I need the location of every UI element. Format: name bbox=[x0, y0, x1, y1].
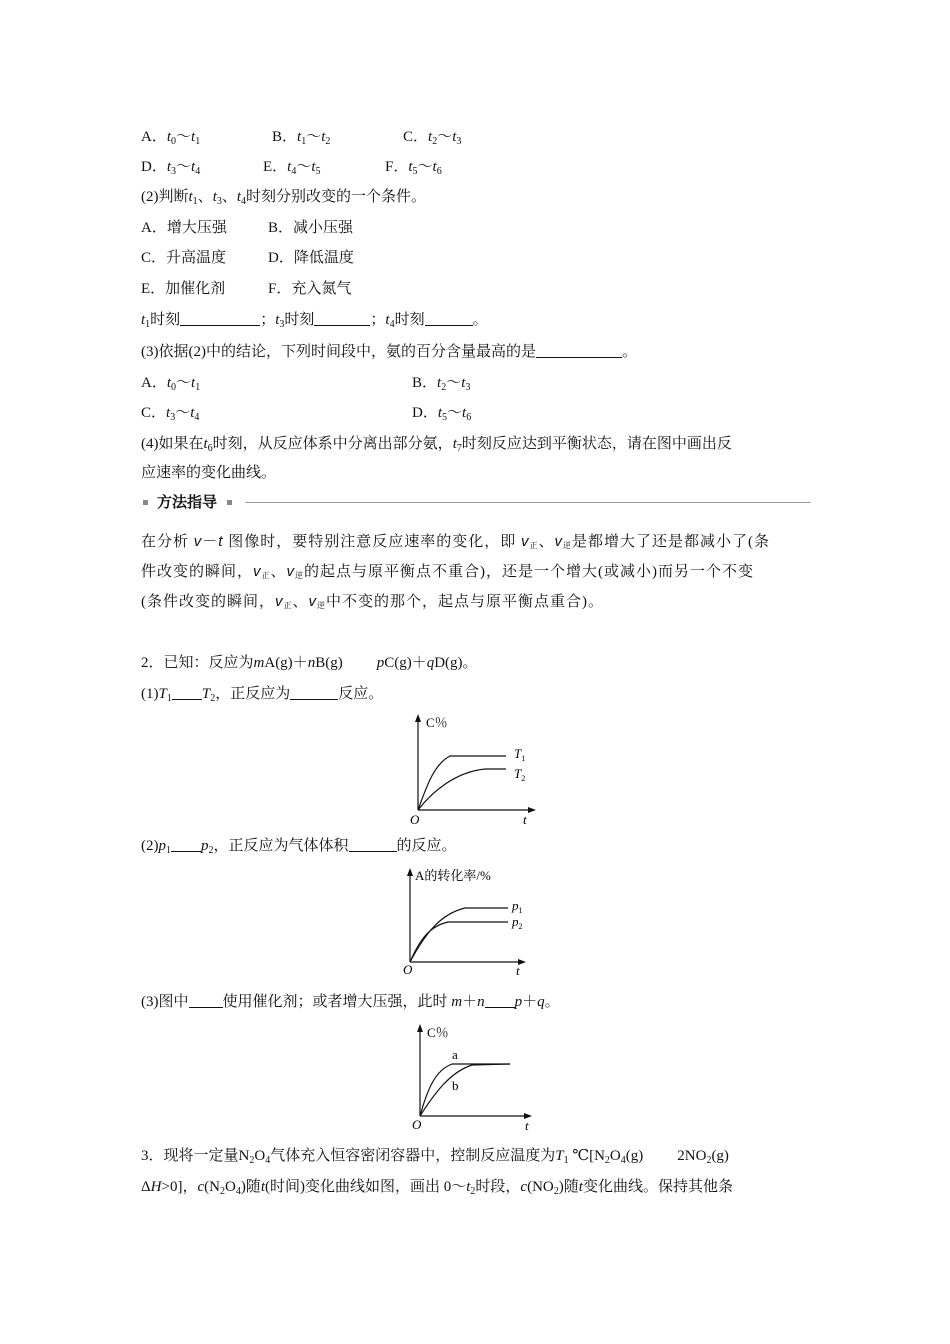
part2-question: (2)判断$t_1$、$t_3$、$t_4$时刻分别改变的一个条件。 bbox=[141, 189, 427, 207]
option-f-t5-t6: F．$t_5\sim t_6$ bbox=[385, 159, 442, 177]
q2-stem: 2．已知：反应为mA(g)＋nB(g) pC(g)＋qD(g)。 bbox=[141, 655, 478, 671]
q2-part1-blank-compare[interactable] bbox=[172, 684, 202, 700]
q2-part3-blank-compare[interactable] bbox=[485, 992, 515, 1008]
part3-question: (3)依据(2)中的结论，下列时间段中，氨的百分含量最高的是 。 bbox=[141, 344, 637, 360]
q2-part2-blank-compare[interactable] bbox=[171, 836, 201, 852]
part2-option-f: F．充入氮气 bbox=[268, 281, 352, 297]
t3-answer-blank[interactable] bbox=[314, 310, 370, 326]
curve-t2-label: $T_2$ bbox=[514, 766, 526, 783]
y-axis-label: C％ bbox=[427, 1025, 449, 1040]
y-axis-arrow-icon bbox=[407, 868, 413, 876]
option-d-t3-t4: D．$t_3\sim t_4$ bbox=[141, 159, 201, 177]
curve-b-label: b bbox=[452, 1078, 459, 1093]
curve-p1 bbox=[410, 908, 508, 962]
graph-c-percent-vs-t-temperature bbox=[410, 712, 540, 828]
option-e-t4-t5: E．$t_4\sim t_5$ bbox=[263, 159, 321, 177]
part4-line1: (4)如果在$t_6$时刻，从反应体系中分离出部分氨，$t_7$时刻反应达到平衡状态，请在图中画出反 bbox=[141, 436, 732, 454]
part2-fill-line: $t_1$时刻 ；$t_3$时刻 ；$t_4$时刻 。 bbox=[141, 312, 488, 330]
t4-answer-blank[interactable] bbox=[425, 310, 473, 326]
method-line-3: (条件改变的瞬间，v正、v逆中不变的那个，起点与原平衡点重合)。 bbox=[141, 593, 605, 610]
method-guidance-header bbox=[141, 492, 811, 514]
q2-part3-blank-catalyst[interactable] bbox=[189, 992, 223, 1008]
curve-t1 bbox=[418, 756, 506, 810]
part3-answer-blank[interactable] bbox=[536, 342, 622, 358]
q2-part1: $(1)T_1$ $T_2$，正反应为 反应。 bbox=[141, 686, 384, 704]
x-axis-label: t bbox=[523, 812, 527, 827]
q2-part2-blank-volume[interactable] bbox=[349, 836, 397, 852]
curve-a bbox=[420, 1064, 510, 1116]
x-axis-label: t bbox=[516, 963, 520, 978]
graph-c-percent-vs-t-catalyst bbox=[410, 1022, 540, 1134]
part2-option-c: C．升高温度 bbox=[141, 250, 227, 266]
curve-p2-label: $p_2$ bbox=[512, 914, 523, 931]
part3-option-b: B．$t_2\sim t_3$ bbox=[412, 375, 471, 393]
q2-part2: $(2)p_1$ $p_2$，正反应为气体体积 的反应。 bbox=[141, 838, 457, 856]
curve-t2 bbox=[418, 769, 506, 810]
y-axis-arrow-icon bbox=[417, 1024, 423, 1032]
part2-option-d: D．降低温度 bbox=[268, 250, 354, 266]
curve-a-label: a bbox=[452, 1047, 458, 1062]
part3-option-a: A．$t_0\sim t_1$ bbox=[141, 375, 201, 393]
part2-option-a: A．增大压强 bbox=[141, 220, 227, 236]
square-bullet-icon bbox=[227, 500, 232, 505]
part3-option-c: C．$t_3\sim t_4$ bbox=[141, 405, 200, 423]
option-c-t2-t3: C．$t_2\sim t_3$ bbox=[403, 129, 462, 147]
part2-option-e: E．加催化剂 bbox=[141, 281, 226, 297]
method-line-2: 件改变的瞬间，v正、v逆的起点与原平衡点不重合)，还是一个增大(或减小)而另一个不变 bbox=[141, 563, 755, 580]
curve-p2 bbox=[410, 922, 508, 962]
y-axis-label: A的转化率/% bbox=[415, 868, 491, 883]
option-b-t1-t2: B．$t_1\sim t_2$ bbox=[272, 129, 331, 147]
q2-part1-blank-type[interactable] bbox=[290, 684, 338, 700]
graph-conversion-vs-t-pressure bbox=[400, 864, 540, 980]
origin-label: O bbox=[403, 962, 413, 977]
t1-answer-blank[interactable] bbox=[180, 310, 260, 326]
curve-t1-label: $T_1$ bbox=[514, 746, 526, 763]
divider bbox=[245, 502, 811, 503]
part4-line2: 应速率的变化曲线。 bbox=[141, 465, 277, 481]
q3-line2: ΔH>0]，$c(N_2O_4)$随t(时间)变化曲线如图，画出 $0\sim t_2$时段，$c(NO_2)$随t变化曲线。保持其他条 bbox=[141, 1179, 733, 1197]
origin-label: O bbox=[410, 812, 420, 827]
square-bullet-icon bbox=[143, 500, 148, 505]
method-line-1: 在分析 v－t 图像时，要特别注意反应速率的变化，即 v正、v逆是都增大了还是都减小了(条 bbox=[141, 533, 770, 550]
x-axis-label: t bbox=[525, 1118, 529, 1133]
option-a-t0-t1: A．$t_0\sim t_1$ bbox=[141, 129, 201, 147]
curve-p1-label: $p_1$ bbox=[512, 898, 523, 915]
part2-option-b: B．减小压强 bbox=[268, 220, 354, 236]
x-axis-arrow-icon bbox=[528, 807, 536, 813]
y-axis-label: C％ bbox=[426, 715, 448, 730]
q3-line1: 3．现将一定量$N_2O_4$气体充入恒容密闭容器中，控制反应温度为$T_1$ $℃[N_2O_4(g)$ $2NO_2(g)$ bbox=[141, 1148, 729, 1166]
method-guidance-title: 方法指导 bbox=[157, 494, 218, 511]
curve-b bbox=[420, 1064, 510, 1116]
part3-option-d: D．$t_5\sim t_6$ bbox=[412, 405, 472, 423]
origin-label: O bbox=[412, 1117, 422, 1132]
y-axis-arrow-icon bbox=[415, 714, 421, 722]
q2-part3: (3)图中 使用催化剂；或者增大压强，此时 m＋n p＋q。 bbox=[141, 994, 560, 1010]
